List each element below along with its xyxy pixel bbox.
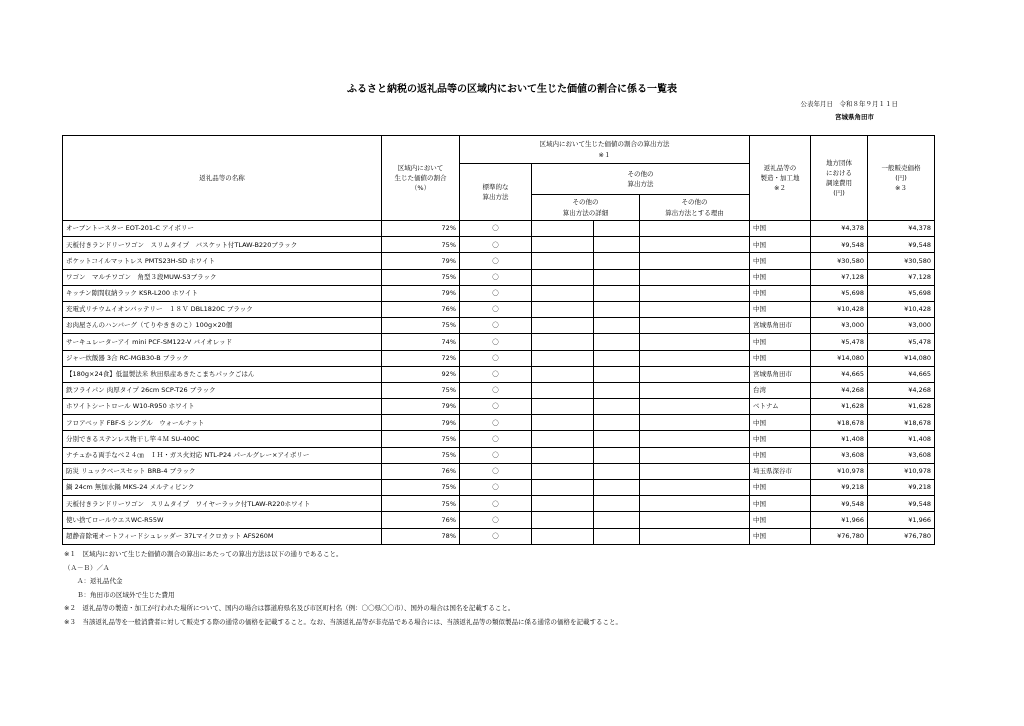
cell-other-detail-b xyxy=(594,447,640,463)
header-standard xyxy=(460,164,532,221)
cell-ratio: 79% xyxy=(382,415,460,431)
gift-value-table xyxy=(62,135,935,545)
cell-other-detail-b xyxy=(594,463,640,479)
cell-ratio: 72% xyxy=(382,350,460,366)
cell-price: ¥18,678 xyxy=(868,415,935,431)
cell-origin: 中国 xyxy=(750,350,811,366)
cell-price: ¥5,478 xyxy=(868,334,935,350)
cell-price: ¥9,548 xyxy=(868,237,935,253)
table-row xyxy=(63,528,935,544)
cell-name: オーブントースター EOT-201-C アイボリー xyxy=(63,221,382,237)
cell-other-reason xyxy=(640,431,750,447)
table-row xyxy=(63,399,935,415)
table-row xyxy=(63,415,935,431)
cell-other-detail-a xyxy=(532,399,594,415)
cell-cost: ¥9,548 xyxy=(811,237,868,253)
cell-other-reason xyxy=(640,496,750,512)
cell-other-detail-b xyxy=(594,285,640,301)
cell-price: ¥10,428 xyxy=(868,301,935,317)
cell-standard: 〇 xyxy=(460,318,532,334)
cell-other-reason xyxy=(640,318,750,334)
cell-price: ¥14,080 xyxy=(868,350,935,366)
cell-name: ワゴン マルチワゴン 角型３段MUW-S3ブラック xyxy=(63,269,382,285)
cell-price: ¥3,608 xyxy=(868,447,935,463)
cell-cost: ¥10,978 xyxy=(811,463,868,479)
cell-cost: ¥3,000 xyxy=(811,318,868,334)
cell-price: ¥9,548 xyxy=(868,496,935,512)
cell-other-detail-a xyxy=(532,285,594,301)
cell-name: サーキュレーターアイ mini PCF-SM122-V バイオレッド xyxy=(63,334,382,350)
cell-price: ¥30,580 xyxy=(868,253,935,269)
cell-price: ¥1,966 xyxy=(868,512,935,528)
cell-price: ¥76,780 xyxy=(868,528,935,544)
cell-cost: ¥10,428 xyxy=(811,301,868,317)
table-row xyxy=(63,221,935,237)
cell-cost: ¥1,628 xyxy=(811,399,868,415)
cell-ratio: 75% xyxy=(382,447,460,463)
cell-other-detail-a xyxy=(532,334,594,350)
header-ratio-text: 区域内において 生じた価値の割合 （%） xyxy=(394,163,447,193)
header-cost xyxy=(811,136,868,221)
cell-other-detail-b xyxy=(594,318,640,334)
cell-origin: 中国 xyxy=(750,253,811,269)
table-row xyxy=(63,463,935,479)
cell-origin: 中国 xyxy=(750,528,811,544)
cell-name: キッチン隙間収納ラック KSR-L200 ホワイト xyxy=(63,285,382,301)
cell-name: ナチュかる両手なべ２４㎝ ＩＨ・ガス火対応 NTL-P24 パールグレー×アイボリー xyxy=(63,447,382,463)
cell-origin: ベトナム xyxy=(750,399,811,415)
cell-ratio: 76% xyxy=(382,301,460,317)
header-ratio xyxy=(382,136,460,221)
cell-other-detail-b xyxy=(594,512,640,528)
cell-other-detail-b xyxy=(594,415,640,431)
cell-standard: 〇 xyxy=(460,350,532,366)
cell-other-reason xyxy=(640,382,750,398)
cell-standard: 〇 xyxy=(460,253,532,269)
header-price-text: 一般販売価格 (円) ※３ xyxy=(881,163,921,193)
footnote-formula: （Ａ－Ｂ）／Ａ xyxy=(64,563,110,572)
cell-ratio: 72% xyxy=(382,221,460,237)
table-row xyxy=(63,512,935,528)
cell-origin: 中国 xyxy=(750,269,811,285)
cell-ratio: 74% xyxy=(382,334,460,350)
cell-ratio: 75% xyxy=(382,382,460,398)
cell-other-reason xyxy=(640,366,750,382)
cell-name: ジャー炊飯器 3合 RC-MGB30-B ブラック xyxy=(63,350,382,366)
cell-origin: 中国 xyxy=(750,512,811,528)
cell-price: ¥4,665 xyxy=(868,366,935,382)
cell-name: 天板付きランドリーワゴン スリムタイプ ワイヤーラック付TLAW-R220ホワイト xyxy=(63,496,382,512)
cell-price: ¥10,978 xyxy=(868,463,935,479)
cell-origin: 埼玉県深谷市 xyxy=(750,463,811,479)
cell-name: 鉄フライパン 肉厚タイプ 26cm SCP-T26 ブラック xyxy=(63,382,382,398)
table-body xyxy=(63,221,935,545)
cell-name: 超静音除電オートフィードシュレッダー 37Lマイクロカット AFS260M xyxy=(63,528,382,544)
cell-origin: 中国 xyxy=(750,285,811,301)
cell-origin: 宮城県角田市 xyxy=(750,318,811,334)
cell-cost: ¥1,408 xyxy=(811,431,868,447)
cell-ratio: 79% xyxy=(382,399,460,415)
cell-name: お肉屋さんのハンバーグ（てりやききのこ）100g×20個 xyxy=(63,318,382,334)
cell-origin: 中国 xyxy=(750,415,811,431)
cell-standard: 〇 xyxy=(460,431,532,447)
publish-date-line xyxy=(801,99,899,108)
cell-ratio: 92% xyxy=(382,366,460,382)
cell-other-detail-a xyxy=(532,431,594,447)
cell-origin: 中国 xyxy=(750,447,811,463)
cell-other-detail-b xyxy=(594,480,640,496)
cell-cost: ¥7,128 xyxy=(811,269,868,285)
cell-other-detail-a xyxy=(532,253,594,269)
cell-origin: 中国 xyxy=(750,237,811,253)
cell-other-reason xyxy=(640,447,750,463)
cell-other-detail-b xyxy=(594,399,640,415)
cell-other-reason xyxy=(640,301,750,317)
cell-other-detail-a xyxy=(532,301,594,317)
cell-other-detail-a xyxy=(532,350,594,366)
cell-other-detail-a xyxy=(532,415,594,431)
table-row xyxy=(63,431,935,447)
cell-name: フロアベッド FBF-S シングル ウォールナット xyxy=(63,415,382,431)
cell-price: ¥4,378 xyxy=(868,221,935,237)
cell-standard: 〇 xyxy=(460,285,532,301)
table-row xyxy=(63,334,935,350)
cell-name: 天板付きランドリーワゴン スリムタイプ バスケット付TLAW-B220ブラック xyxy=(63,237,382,253)
cell-standard: 〇 xyxy=(460,463,532,479)
cell-price: ¥3,000 xyxy=(868,318,935,334)
header-origin-text: 返礼品等の 製造・加工地 ※２ xyxy=(760,163,800,193)
cell-name: 防災 リュックベースセット BRB-4 ブラック xyxy=(63,463,382,479)
cell-other-reason xyxy=(640,528,750,544)
header-other-group xyxy=(532,164,750,195)
cell-other-reason xyxy=(640,350,750,366)
cell-cost: ¥18,678 xyxy=(811,415,868,431)
cell-cost: ¥5,478 xyxy=(811,334,868,350)
cell-standard: 〇 xyxy=(460,415,532,431)
cell-ratio: 75% xyxy=(382,431,460,447)
cell-other-detail-b xyxy=(594,431,640,447)
cell-name: ポケットコイルマットレス PMTS23H-SD ホワイト xyxy=(63,253,382,269)
cell-price: ¥7,128 xyxy=(868,269,935,285)
header-origin xyxy=(750,136,811,221)
header-cost-text: 地方団体 における 調達費用 (円) xyxy=(826,158,852,198)
cell-standard: 〇 xyxy=(460,399,532,415)
cell-price: ¥9,218 xyxy=(868,480,935,496)
cell-other-detail-a xyxy=(532,382,594,398)
cell-origin: 中国 xyxy=(750,221,811,237)
cell-origin: 中国 xyxy=(750,431,811,447)
cell-other-detail-a xyxy=(532,221,594,237)
table-row xyxy=(63,237,935,253)
cell-ratio: 79% xyxy=(382,285,460,301)
cell-standard: 〇 xyxy=(460,480,532,496)
footnote-b: Ｂ：角田市の区域外で生じた費用 xyxy=(64,590,175,599)
table-row xyxy=(63,253,935,269)
cell-ratio: 75% xyxy=(382,318,460,334)
cell-other-detail-b xyxy=(594,269,640,285)
table-row xyxy=(63,447,935,463)
table-row xyxy=(63,480,935,496)
cell-standard: 〇 xyxy=(460,447,532,463)
cell-standard: 〇 xyxy=(460,528,532,544)
publish-date: 令和８年９月１１日 xyxy=(839,100,898,108)
table-row xyxy=(63,382,935,398)
footnote-1: ※１ 区域内において生じた価値の割合の算出にあたっての算出方法は以下の通りであること。 xyxy=(64,550,343,558)
table-row xyxy=(63,366,935,382)
cell-other-detail-b xyxy=(594,366,640,382)
cell-other-reason xyxy=(640,253,750,269)
cell-name: ホワイトシートロール W10-R950 ホワイト xyxy=(63,399,382,415)
cell-other-detail-a xyxy=(532,318,594,334)
municipality-name: 宮城県角田市 xyxy=(835,113,874,121)
cell-other-reason xyxy=(640,512,750,528)
table-row xyxy=(63,318,935,334)
cell-other-detail-a xyxy=(532,366,594,382)
table-row xyxy=(63,496,935,512)
cell-other-detail-b xyxy=(594,496,640,512)
cell-other-detail-a xyxy=(532,480,594,496)
cell-standard: 〇 xyxy=(460,366,532,382)
cell-cost: ¥14,080 xyxy=(811,350,868,366)
cell-origin: 中国 xyxy=(750,480,811,496)
publish-label: 公表年月日 xyxy=(800,100,833,108)
cell-cost: ¥4,665 xyxy=(811,366,868,382)
cell-other-reason xyxy=(640,399,750,415)
cell-other-reason xyxy=(640,221,750,237)
table-row xyxy=(63,301,935,317)
cell-other-reason xyxy=(640,334,750,350)
cell-ratio: 76% xyxy=(382,512,460,528)
cell-ratio: 75% xyxy=(382,496,460,512)
cell-cost: ¥76,780 xyxy=(811,528,868,544)
header-other-text: その他の 算出方法 xyxy=(627,169,654,188)
cell-other-reason xyxy=(640,237,750,253)
header-price xyxy=(868,136,935,221)
cell-name: 鍋 24cm 無加水鍋 MKS-24 メルティピンク xyxy=(63,480,382,496)
cell-other-detail-b xyxy=(594,334,640,350)
header-method-text: 区域内において生じた価値の割合の算出方法 ※１ xyxy=(539,140,670,159)
cell-ratio: 79% xyxy=(382,253,460,269)
cell-other-detail-b xyxy=(594,237,640,253)
cell-other-reason xyxy=(640,480,750,496)
cell-other-reason xyxy=(640,285,750,301)
footnotes xyxy=(64,548,622,630)
cell-cost: ¥4,378 xyxy=(811,221,868,237)
cell-cost: ¥30,580 xyxy=(811,253,868,269)
header-other-detail xyxy=(532,195,640,221)
cell-other-detail-b xyxy=(594,528,640,544)
cell-ratio: 76% xyxy=(382,463,460,479)
cell-cost: ¥9,548 xyxy=(811,496,868,512)
cell-other-reason xyxy=(640,463,750,479)
header-other-detail-text: その他の 算出方法の詳細 xyxy=(562,198,609,217)
footnote-2: ※２ 返礼品等の製造・加工が行われた場所について、国内の場合は都道府県名及び市区町村名（例：〇〇県〇〇市）、国外の場合は国名を記載すること。 xyxy=(64,604,515,613)
cell-cost: ¥4,268 xyxy=(811,382,868,398)
cell-name: 【180g×24食】低温製法米 秋田県産あきたこまちパックごはん xyxy=(63,366,382,382)
table-row xyxy=(63,269,935,285)
cell-other-detail-a xyxy=(532,447,594,463)
cell-price: ¥1,408 xyxy=(868,431,935,447)
cell-name: 分別できるステンレス物干し竿４Ｍ SU-400C xyxy=(63,431,382,447)
cell-standard: 〇 xyxy=(460,382,532,398)
cell-origin: 中国 xyxy=(750,496,811,512)
cell-cost: ¥9,218 xyxy=(811,480,868,496)
cell-price: ¥4,268 xyxy=(868,382,935,398)
cell-origin: 宮城県角田市 xyxy=(750,366,811,382)
header-other-reason-text: その他の 算出方法とする理由 xyxy=(665,198,724,217)
cell-ratio: 75% xyxy=(382,269,460,285)
cell-cost: ¥5,698 xyxy=(811,285,868,301)
cell-name: 充電式リチウムイオンバッテリー １８Ｖ DBL1820C ブラック xyxy=(63,301,382,317)
cell-other-detail-a xyxy=(532,463,594,479)
header-other-reason xyxy=(640,195,750,221)
cell-standard: 〇 xyxy=(460,496,532,512)
cell-ratio: 78% xyxy=(382,528,460,544)
page-title: ふるさと納税の返礼品等の区域内において生じた価値の割合に係る一覧表 xyxy=(347,84,677,95)
cell-origin: 中国 xyxy=(750,301,811,317)
cell-price: ¥5,698 xyxy=(868,285,935,301)
cell-ratio: 75% xyxy=(382,480,460,496)
cell-cost: ¥1,966 xyxy=(811,512,868,528)
cell-standard: 〇 xyxy=(460,237,532,253)
cell-other-detail-b xyxy=(594,350,640,366)
footnote-3: ※３ 当該返礼品等を一般消費者に対して販売する際の通常の価格を記載すること。なお、当該返礼品等が非売品である場合には、当該返礼品等の類似製品に係る通常の価格を記載すること。 xyxy=(64,617,622,626)
cell-origin: 中国 xyxy=(750,334,811,350)
table-row xyxy=(63,285,935,301)
cell-other-detail-a xyxy=(532,269,594,285)
cell-other-detail-a xyxy=(532,496,594,512)
cell-other-reason xyxy=(640,269,750,285)
cell-standard: 〇 xyxy=(460,512,532,528)
cell-standard: 〇 xyxy=(460,301,532,317)
cell-other-detail-a xyxy=(532,528,594,544)
header-method-group xyxy=(460,136,750,164)
cell-ratio: 75% xyxy=(382,237,460,253)
cell-standard: 〇 xyxy=(460,221,532,237)
cell-price: ¥1,628 xyxy=(868,399,935,415)
cell-other-reason xyxy=(640,415,750,431)
cell-other-detail-b xyxy=(594,221,640,237)
cell-other-detail-a xyxy=(532,237,594,253)
cell-other-detail-a xyxy=(532,512,594,528)
footnote-a: Ａ：返礼品代金 xyxy=(64,577,123,586)
cell-other-detail-b xyxy=(594,301,640,317)
cell-standard: 〇 xyxy=(460,269,532,285)
header-standard-text: 標準的な 算出方法 xyxy=(482,182,509,201)
cell-cost: ¥3,608 xyxy=(811,447,868,463)
cell-name: 使い捨てロールウエスWC-R55W xyxy=(63,512,382,528)
table-row xyxy=(63,350,935,366)
cell-origin: 台湾 xyxy=(750,382,811,398)
cell-other-detail-b xyxy=(594,253,640,269)
cell-other-detail-b xyxy=(594,382,640,398)
cell-standard: 〇 xyxy=(460,334,532,350)
header-name: 返礼品等の名称 xyxy=(63,136,382,221)
